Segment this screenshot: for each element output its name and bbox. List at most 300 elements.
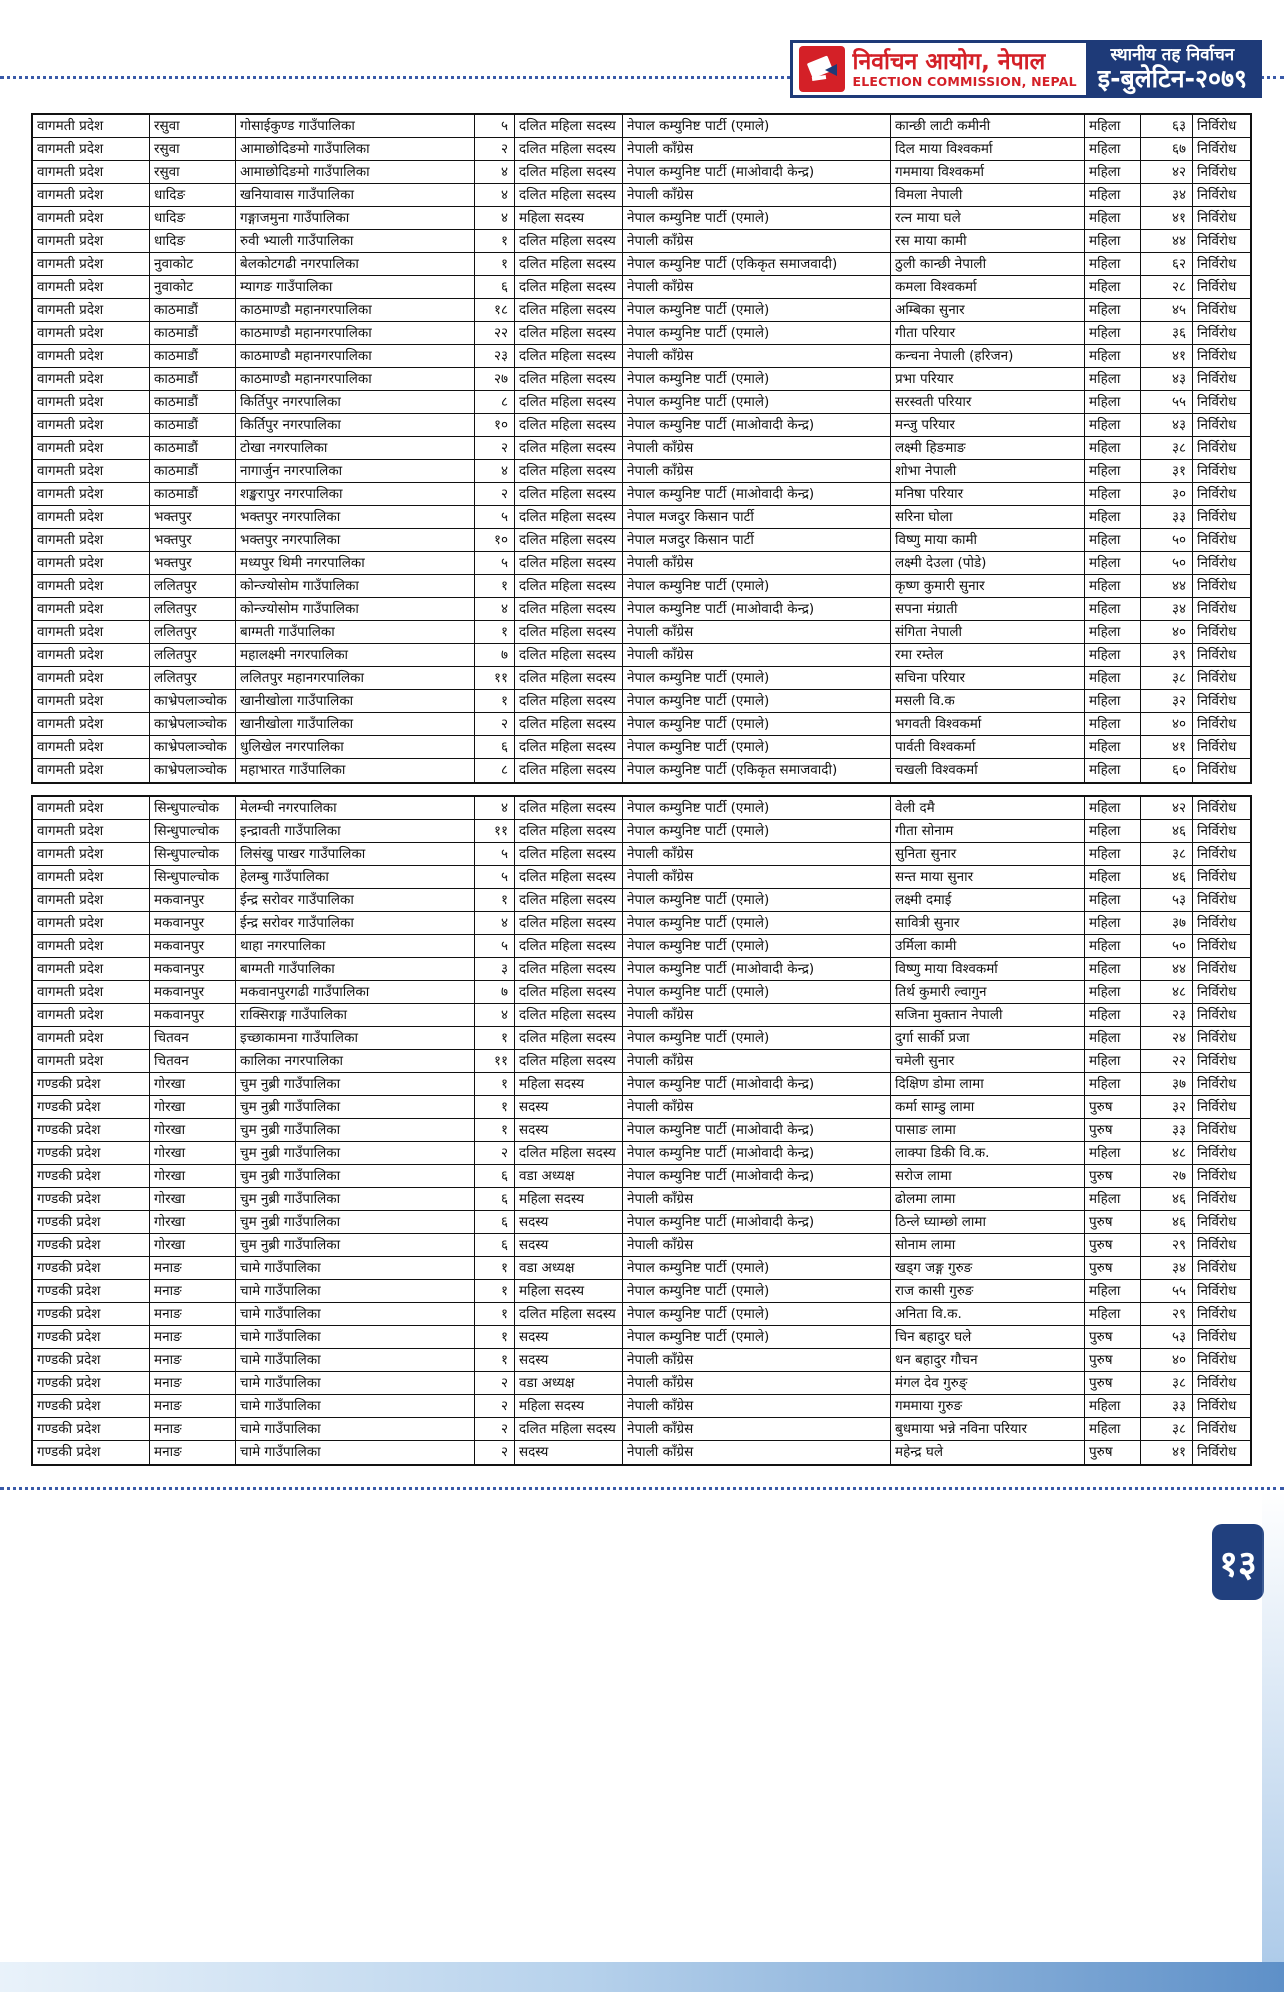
cell-province: गण्डकी प्रदेश bbox=[33, 1280, 150, 1303]
cell-ward: ५ bbox=[475, 115, 515, 138]
cell-ward: १ bbox=[475, 621, 515, 644]
cell-ward: ३ bbox=[475, 958, 515, 981]
cell-result: निर्विरोध bbox=[1193, 690, 1250, 713]
cell-district: रसुवा bbox=[150, 115, 236, 138]
cell-party: नेपाल कम्युनिष्ट पार्टी (एमाले) bbox=[623, 713, 891, 736]
cell-result: निर्विरोध bbox=[1193, 184, 1250, 207]
cell-ward: १ bbox=[475, 1349, 515, 1372]
table-row bbox=[33, 1326, 1250, 1349]
cell-result: निर्विरोध bbox=[1193, 115, 1250, 138]
election-commission-logo bbox=[793, 43, 1085, 95]
cell-province: गण्डकी प्रदेश bbox=[33, 1142, 150, 1165]
cell-name: शोभा नेपाली bbox=[891, 460, 1085, 483]
cell-result: निर्विरोध bbox=[1193, 276, 1250, 299]
cell-ward: १८ bbox=[475, 299, 515, 322]
cell-party: नेपाल मजदुर किसान पार्टी bbox=[623, 506, 891, 529]
cell-province: वागमती प्रदेश bbox=[33, 299, 150, 322]
cell-province: वागमती प्रदेश bbox=[33, 184, 150, 207]
cell-local_level: बेलकोटगढी नगरपालिका bbox=[236, 253, 475, 276]
cell-age: २३ bbox=[1141, 1004, 1193, 1027]
cell-district: काभ्रेपलाञ्चोक bbox=[150, 759, 236, 782]
cell-ward: ४ bbox=[475, 207, 515, 230]
cell-district: गोरखा bbox=[150, 1211, 236, 1234]
cell-district: मनाङ bbox=[150, 1280, 236, 1303]
cell-district: ललितपुर bbox=[150, 667, 236, 690]
cell-district: भक्तपुर bbox=[150, 552, 236, 575]
cell-province: वागमती प्रदेश bbox=[33, 1027, 150, 1050]
cell-gender: महिला bbox=[1085, 529, 1141, 552]
cell-position: दलित महिला सदस्य bbox=[515, 483, 623, 506]
cell-local_level: चामे गाउँपालिका bbox=[236, 1418, 475, 1441]
cell-position: दलित महिला सदस्य bbox=[515, 552, 623, 575]
table-row bbox=[33, 529, 1250, 552]
cell-district: मकवानपुर bbox=[150, 1004, 236, 1027]
cell-party: नेपाली काँग्रेस bbox=[623, 1188, 891, 1211]
cell-district: मकवानपुर bbox=[150, 889, 236, 912]
cell-party: नेपाल कम्युनिष्ट पार्टी (एमाले) bbox=[623, 299, 891, 322]
cell-gender: पुरुष bbox=[1085, 1441, 1141, 1464]
cell-position: दलित महिला सदस्य bbox=[515, 161, 623, 184]
cell-age: ३२ bbox=[1141, 1096, 1193, 1119]
cell-position: दलित महिला सदस्य bbox=[515, 866, 623, 889]
cell-position: दलित महिला सदस्य bbox=[515, 575, 623, 598]
table-row bbox=[33, 1257, 1250, 1280]
cell-district: मनाङ bbox=[150, 1418, 236, 1441]
table-row bbox=[33, 1119, 1250, 1142]
cell-ward: ११ bbox=[475, 1050, 515, 1073]
table-row bbox=[33, 230, 1250, 253]
table-row bbox=[33, 820, 1250, 843]
banner-line1: स्थानीय तह निर्वाचन bbox=[1110, 44, 1235, 65]
table-row bbox=[33, 958, 1250, 981]
cell-age: ६३ bbox=[1141, 115, 1193, 138]
cell-position: वडा अध्यक्ष bbox=[515, 1165, 623, 1188]
cell-party: नेपाल कम्युनिष्ट पार्टी (माओवादी केन्द्र) bbox=[623, 1142, 891, 1165]
cell-name: सरस्वती परियार bbox=[891, 391, 1085, 414]
cell-ward: १ bbox=[475, 1096, 515, 1119]
cell-position: सदस्य bbox=[515, 1234, 623, 1257]
cell-name: अम्बिका सुनार bbox=[891, 299, 1085, 322]
cell-province: वागमती प्रदेश bbox=[33, 667, 150, 690]
table-row bbox=[33, 207, 1250, 230]
cell-gender: महिला bbox=[1085, 460, 1141, 483]
cell-ward: ४ bbox=[475, 797, 515, 820]
cell-name: गीता सोनाम bbox=[891, 820, 1085, 843]
cell-age: ४३ bbox=[1141, 414, 1193, 437]
cell-district: मनाङ bbox=[150, 1372, 236, 1395]
cell-name: विष्णु माया विश्वकर्मा bbox=[891, 958, 1085, 981]
cell-district: काठमाडौं bbox=[150, 345, 236, 368]
table-row bbox=[33, 621, 1250, 644]
cell-ward: १ bbox=[475, 1073, 515, 1096]
cell-local_level: खानीखोला गाउँपालिका bbox=[236, 690, 475, 713]
cell-result: निर्विरोध bbox=[1193, 322, 1250, 345]
cell-result: निर्विरोध bbox=[1193, 598, 1250, 621]
cell-local_level: चुम नुब्री गाउँपालिका bbox=[236, 1211, 475, 1234]
cell-age: २४ bbox=[1141, 1027, 1193, 1050]
cell-district: ललितपुर bbox=[150, 621, 236, 644]
cell-result: निर्विरोध bbox=[1197, 1444, 1237, 1460]
cell-name: विमला नेपाली bbox=[891, 184, 1085, 207]
cell-age: ६२ bbox=[1141, 253, 1193, 276]
cell-local_level: चुम नुब्री गाउँपालिका bbox=[236, 1142, 475, 1165]
cell-gender: महिला bbox=[1085, 184, 1141, 207]
cell-province: गण्डकी प्रदेश bbox=[33, 1418, 150, 1441]
cell-ward: ६ bbox=[475, 1234, 515, 1257]
cell-name: चिन बहादुर घले bbox=[891, 1326, 1085, 1349]
cell-gender: महिला bbox=[1085, 437, 1141, 460]
cell-result: निर्विरोध bbox=[1193, 207, 1250, 230]
table-row bbox=[33, 276, 1250, 299]
cell-local_level: म्यागङ गाउँपालिका bbox=[236, 276, 475, 299]
cell-name: सरिना घोला bbox=[891, 506, 1085, 529]
cell-ward: २ bbox=[475, 483, 515, 506]
cell-party: नेपाली काँग्रेस bbox=[623, 437, 891, 460]
cell-age: २९ bbox=[1141, 1303, 1193, 1326]
table-row bbox=[33, 912, 1250, 935]
table-row bbox=[33, 368, 1250, 391]
cell-ward: ५ bbox=[475, 935, 515, 958]
cell-gender: महिला bbox=[1085, 345, 1141, 368]
cell-age: ४२ bbox=[1141, 797, 1193, 820]
cell-gender: महिला bbox=[1085, 414, 1141, 437]
bottom-gradient-bar bbox=[0, 1962, 1284, 1992]
cell-local_level: कोन्ज्योसोम गाउँपालिका bbox=[236, 575, 475, 598]
cell-result: निर्विरोध bbox=[1193, 1349, 1250, 1372]
cell-gender: महिला bbox=[1085, 1073, 1141, 1096]
cell-district: ललितपुर bbox=[150, 575, 236, 598]
cell-local_level: महाभारत गाउँपालिका bbox=[236, 759, 475, 782]
cell-province: वागमती प्रदेश bbox=[33, 1050, 150, 1073]
cell-local_level: थाहा नगरपालिका bbox=[236, 935, 475, 958]
cell-district: मकवानपुर bbox=[150, 912, 236, 935]
cell-district: गोरखा bbox=[150, 1119, 236, 1142]
cell-party: नेपाली काँग्रेस bbox=[623, 644, 891, 667]
cell-gender: पुरुष bbox=[1085, 1372, 1141, 1395]
cell-name: कमला विश्वकर्मा bbox=[891, 276, 1085, 299]
cell-local_level: चामे गाउँपालिका bbox=[236, 1280, 475, 1303]
cell-province: गण्डकी प्रदेश bbox=[33, 1165, 150, 1188]
cell-ward: २ bbox=[475, 1142, 515, 1165]
cell-result: निर्विरोध bbox=[1193, 1234, 1250, 1257]
cell-party: नेपाली काँग्रेस bbox=[623, 866, 891, 889]
cell-district: काभ्रेपलाञ्चोक bbox=[150, 690, 236, 713]
cell-province: वागमती प्रदेश bbox=[33, 253, 150, 276]
cell-ward: २ bbox=[475, 1441, 515, 1464]
cell-local_level: चुम नुब्री गाउँपालिका bbox=[236, 1188, 475, 1211]
cell-gender: महिला bbox=[1085, 912, 1141, 935]
cell-province: वागमती प्रदेश bbox=[33, 437, 150, 460]
cell-gender: महिला bbox=[1085, 1188, 1141, 1211]
cell-age: ३४ bbox=[1141, 598, 1193, 621]
cell-gender: महिला bbox=[1085, 1280, 1141, 1303]
cell-age: ४८ bbox=[1141, 1142, 1193, 1165]
cell-name: ठुली कान्छी नेपाली bbox=[891, 253, 1085, 276]
cell-result: निर्विरोध bbox=[1193, 1004, 1250, 1027]
cell-age: ३४ bbox=[1141, 184, 1193, 207]
cell-province: वागमती प्रदेश bbox=[33, 207, 150, 230]
table-row bbox=[33, 1211, 1250, 1234]
cell-local_level: ईन्द्र सरोवर गाउँपालिका bbox=[236, 912, 475, 935]
cell-age: ३३ bbox=[1141, 506, 1193, 529]
cell-result: निर्विरोध bbox=[1193, 1257, 1250, 1280]
cell-result: निर्विरोध bbox=[1193, 1418, 1250, 1441]
cell-result: निर्विरोध bbox=[1193, 1073, 1250, 1096]
cell-ward: २३ bbox=[475, 345, 515, 368]
cell-position: दलित महिला सदस्य bbox=[515, 889, 623, 912]
cell-ward: १ bbox=[475, 575, 515, 598]
cell-local_level: चामे गाउँपालिका bbox=[236, 1349, 475, 1372]
cell-result: निर्विरोध bbox=[1193, 1142, 1250, 1165]
cell-result: निर्विरोध bbox=[1193, 713, 1250, 736]
cell-gender: महिला bbox=[1085, 391, 1141, 414]
page-header bbox=[790, 40, 1262, 98]
cell-result: निर्विरोध bbox=[1193, 161, 1250, 184]
cell-province: गण्डकी प्रदेश bbox=[33, 1349, 150, 1372]
cell-province: वागमती प्रदेश bbox=[33, 138, 150, 161]
cell-name: गममाया गुरुङ bbox=[891, 1395, 1085, 1418]
table-row bbox=[33, 184, 1250, 207]
table-row bbox=[33, 644, 1250, 667]
cell-province: वागमती प्रदेश bbox=[33, 935, 150, 958]
cell-district: ललितपुर bbox=[150, 644, 236, 667]
cell-gender: महिला bbox=[1085, 276, 1141, 299]
table-row bbox=[33, 1234, 1250, 1257]
cell-ward: २ bbox=[475, 1395, 515, 1418]
cell-gender: महिला bbox=[1085, 621, 1141, 644]
cell-name: मंगल देव गुरुङ् bbox=[891, 1372, 1085, 1395]
cell-result: निर्विरोध bbox=[1193, 460, 1250, 483]
cell-gender: महिला bbox=[1085, 981, 1141, 1004]
cell-name: बुधमाया भन्ने नविना परियार bbox=[891, 1418, 1085, 1441]
table-row bbox=[33, 797, 1250, 820]
cell-district: गोरखा bbox=[150, 1142, 236, 1165]
cell-province: गण्डकी प्रदेश bbox=[33, 1303, 150, 1326]
cell-position: दलित महिला सदस्य bbox=[515, 414, 623, 437]
cell-gender: महिला bbox=[1085, 759, 1141, 782]
cell-gender: पुरुष bbox=[1085, 1165, 1141, 1188]
cell-province: वागमती प्रदेश bbox=[33, 759, 150, 782]
cell-district: गोरखा bbox=[150, 1073, 236, 1096]
cell-district: धादिङ bbox=[150, 207, 236, 230]
cell-district: काभ्रेपलाञ्चोक bbox=[150, 713, 236, 736]
cell-age: ४० bbox=[1141, 713, 1193, 736]
cell-ward: ११ bbox=[475, 667, 515, 690]
cell-position: दलित महिला सदस्य bbox=[515, 1418, 623, 1441]
cell-name: दिल माया विश्वकर्मा bbox=[891, 138, 1085, 161]
cell-province: वागमती प्रदेश bbox=[33, 958, 150, 981]
cell-name: संगिता नेपाली bbox=[891, 621, 1085, 644]
cell-province: वागमती प्रदेश bbox=[33, 460, 150, 483]
cell-position: दलित महिला सदस्य bbox=[515, 797, 623, 820]
cell-ward: १ bbox=[475, 230, 515, 253]
cell-ward: ६ bbox=[475, 1165, 515, 1188]
cell-local_level: काठमाण्डौ महानगरपालिका bbox=[236, 322, 475, 345]
cell-age: ४० bbox=[1141, 1349, 1193, 1372]
cell-province: गण्डकी प्रदेश bbox=[33, 1234, 150, 1257]
cell-party: नेपाल कम्युनिष्ट पार्टी (एमाले) bbox=[623, 1257, 891, 1280]
cell-district: काठमाडौं bbox=[150, 437, 236, 460]
cell-gender: पुरुष bbox=[1085, 1349, 1141, 1372]
cell-ward: १० bbox=[475, 414, 515, 437]
cell-name: धन बहादुर गौचन bbox=[891, 1349, 1085, 1372]
cell-position: दलित महिला सदस्य bbox=[515, 1142, 623, 1165]
cell-district: मनाङ bbox=[150, 1257, 236, 1280]
cell-name: दिक्षिण डोमा लामा bbox=[891, 1073, 1085, 1096]
cell-name: सोनाम लामा bbox=[891, 1234, 1085, 1257]
bulletin-banner bbox=[1086, 43, 1259, 95]
cell-gender: महिला bbox=[1085, 843, 1141, 866]
cell-result: निर्विरोध bbox=[1193, 912, 1250, 935]
cell-local_level: बाग्मती गाउँपालिका bbox=[236, 621, 475, 644]
cell-result: निर्विरोध bbox=[1193, 935, 1250, 958]
page-number-badge: १३ bbox=[1212, 1524, 1264, 1600]
cell-age: ३४ bbox=[1141, 1257, 1193, 1280]
cell-result: निर्विरोध bbox=[1193, 529, 1250, 552]
cell-local_level: चुम नुब्री गाउँपालिका bbox=[236, 1165, 475, 1188]
cell-position: दलित महिला सदस्य bbox=[515, 1004, 623, 1027]
cell-age: ४४ bbox=[1141, 230, 1193, 253]
cell-age: ३८ bbox=[1141, 843, 1193, 866]
cell-province: गण्डकी प्रदेश bbox=[33, 1441, 150, 1464]
cell-district: काठमाडौं bbox=[150, 391, 236, 414]
table-row bbox=[33, 575, 1250, 598]
cell-ward: १ bbox=[475, 1257, 515, 1280]
cell-result: निर्विरोध bbox=[1197, 762, 1237, 778]
cell-age: ३२ bbox=[1141, 690, 1193, 713]
table-row bbox=[33, 322, 1250, 345]
cell-party: नेपाली काँग्रेस bbox=[623, 843, 891, 866]
cell-party: नेपाल कम्युनिष्ट पार्टी (एमाले) bbox=[623, 736, 891, 759]
cell-result: निर्विरोध bbox=[1193, 345, 1250, 368]
cell-party: नेपाल कम्युनिष्ट पार्टी (एमाले) bbox=[623, 115, 891, 138]
cell-ward: १ bbox=[475, 1303, 515, 1326]
cell-name: कर्मा साम्डु लामा bbox=[891, 1096, 1085, 1119]
cell-ward: ६ bbox=[475, 736, 515, 759]
cell-name: सुनिता सुनार bbox=[891, 843, 1085, 866]
cell-ward: २ bbox=[475, 138, 515, 161]
cell-province: गण्डकी प्रदेश bbox=[33, 1326, 150, 1349]
cell-ward: ६ bbox=[475, 1188, 515, 1211]
cell-gender: महिला bbox=[1085, 552, 1141, 575]
cell-local_level: कालिका नगरपालिका bbox=[236, 1050, 475, 1073]
cell-result: निर्विरोध bbox=[1193, 958, 1250, 981]
cell-result: निर्विरोध bbox=[1193, 437, 1250, 460]
cell-province: वागमती प्रदेश bbox=[33, 368, 150, 391]
cell-name: भगवती विश्वकर्मा bbox=[891, 713, 1085, 736]
cell-age: ५३ bbox=[1141, 889, 1193, 912]
table-row bbox=[33, 161, 1250, 184]
cell-gender: पुरुष bbox=[1085, 1096, 1141, 1119]
cell-name: खड्ग जङ्ग गुरुङ bbox=[891, 1257, 1085, 1280]
cell-district: मनाङ bbox=[150, 1326, 236, 1349]
cell-age: २२ bbox=[1141, 1050, 1193, 1073]
cell-result: निर्विरोध bbox=[1193, 299, 1250, 322]
cell-name: रमा रम्तेल bbox=[891, 644, 1085, 667]
table-row bbox=[33, 935, 1250, 958]
cell-position: दलित महिला सदस्य bbox=[515, 736, 623, 759]
table-row bbox=[33, 460, 1250, 483]
cell-local_level: शङ्खरापुर नगरपालिका bbox=[236, 483, 475, 506]
cell-position: दलित महिला सदस्य bbox=[515, 759, 623, 782]
table-row bbox=[33, 667, 1250, 690]
cell-province: गण्डकी प्रदेश bbox=[33, 1096, 150, 1119]
cell-age: ५३ bbox=[1141, 1326, 1193, 1349]
cell-age: ३१ bbox=[1141, 460, 1193, 483]
cell-local_level: रुवी भ्याली गाउँपालिका bbox=[236, 230, 475, 253]
table-row bbox=[33, 713, 1250, 736]
cell-party: नेपाल कम्युनिष्ट पार्टी (एमाले) bbox=[623, 1303, 891, 1326]
table-row bbox=[33, 345, 1250, 368]
table-row bbox=[33, 1349, 1250, 1372]
cell-party: नेपाली काँग्रेस bbox=[623, 1096, 891, 1119]
cell-party: नेपाल कम्युनिष्ट पार्टी (एमाले) bbox=[623, 820, 891, 843]
cell-position: सदस्य bbox=[515, 1119, 623, 1142]
cell-result: निर्विरोध bbox=[1193, 1119, 1250, 1142]
cell-party: नेपाली काँग्रेस bbox=[623, 1234, 891, 1257]
cell-ward: ५ bbox=[475, 866, 515, 889]
cell-gender: महिला bbox=[1085, 797, 1141, 820]
cell-name: चखली विश्वकर्मा bbox=[891, 759, 1085, 782]
cell-party: नेपाली काँग्रेस bbox=[623, 1050, 891, 1073]
cell-age: २८ bbox=[1141, 276, 1193, 299]
cell-province: वागमती प्रदेश bbox=[33, 345, 150, 368]
cell-position: दलित महिला सदस्य bbox=[515, 529, 623, 552]
cell-position: महिला सदस्य bbox=[515, 1073, 623, 1096]
cell-position: सदस्य bbox=[515, 1096, 623, 1119]
cell-age: ३९ bbox=[1141, 644, 1193, 667]
cell-age: ४६ bbox=[1141, 820, 1193, 843]
cell-local_level: मेलम्ची नगरपालिका bbox=[236, 797, 475, 820]
cell-province: वागमती प्रदेश bbox=[33, 161, 150, 184]
cell-province: वागमती प्रदेश bbox=[33, 690, 150, 713]
cell-age: ५० bbox=[1141, 529, 1193, 552]
cell-gender: महिला bbox=[1085, 1418, 1141, 1441]
cell-party: नेपाल कम्युनिष्ट पार्टी (माओवादी केन्द्र) bbox=[623, 1119, 891, 1142]
cell-name: लाक्पा डिकी वि.क. bbox=[891, 1142, 1085, 1165]
table-row bbox=[33, 598, 1250, 621]
cell-result: निर्विरोध bbox=[1193, 138, 1250, 161]
cell-local_level: ललितपुर महानगरपालिका bbox=[236, 667, 475, 690]
cell-gender: महिला bbox=[1085, 1395, 1141, 1418]
cell-age: ३० bbox=[1141, 483, 1193, 506]
cell-district: मनाङ bbox=[150, 1441, 236, 1464]
cell-name: लक्ष्मी देउला (पोडे) bbox=[891, 552, 1085, 575]
cell-result: निर्विरोध bbox=[1193, 414, 1250, 437]
cell-local_level: किर्तिपुर नगरपालिका bbox=[236, 391, 475, 414]
cell-result: निर्विरोध bbox=[1193, 1211, 1250, 1234]
cell-party: नेपाल कम्युनिष्ट पार्टी (एमाले) bbox=[623, 391, 891, 414]
cell-position: दलित महिला सदस्य bbox=[515, 437, 623, 460]
cell-party: नेपाल कम्युनिष्ट पार्टी (माओवादी केन्द्र) bbox=[623, 1165, 891, 1188]
cell-province: वागमती प्रदेश bbox=[33, 981, 150, 1004]
cell-name: सपना मंग्राती bbox=[891, 598, 1085, 621]
logo-title-english: ELECTION COMMISSION, NEPAL bbox=[852, 73, 1077, 89]
cell-age: ४० bbox=[1141, 621, 1193, 644]
cell-party: नेपाली काँग्रेस bbox=[623, 1441, 891, 1464]
cell-position: दलित महिला सदस्य bbox=[515, 912, 623, 935]
cell-gender: महिला bbox=[1085, 299, 1141, 322]
cell-result: निर्विरोध bbox=[1193, 667, 1250, 690]
cell-gender: महिला bbox=[1085, 958, 1141, 981]
cell-position: दलित महिला सदस्य bbox=[515, 598, 623, 621]
cell-age: २७ bbox=[1141, 1165, 1193, 1188]
cell-province: वागमती प्रदेश bbox=[33, 598, 150, 621]
cell-age: ४१ bbox=[1141, 736, 1193, 759]
cell-name: महेन्द्र घले bbox=[891, 1441, 1085, 1464]
cell-local_level: किर्तिपुर नगरपालिका bbox=[236, 414, 475, 437]
cell-age: २९ bbox=[1141, 1234, 1193, 1257]
